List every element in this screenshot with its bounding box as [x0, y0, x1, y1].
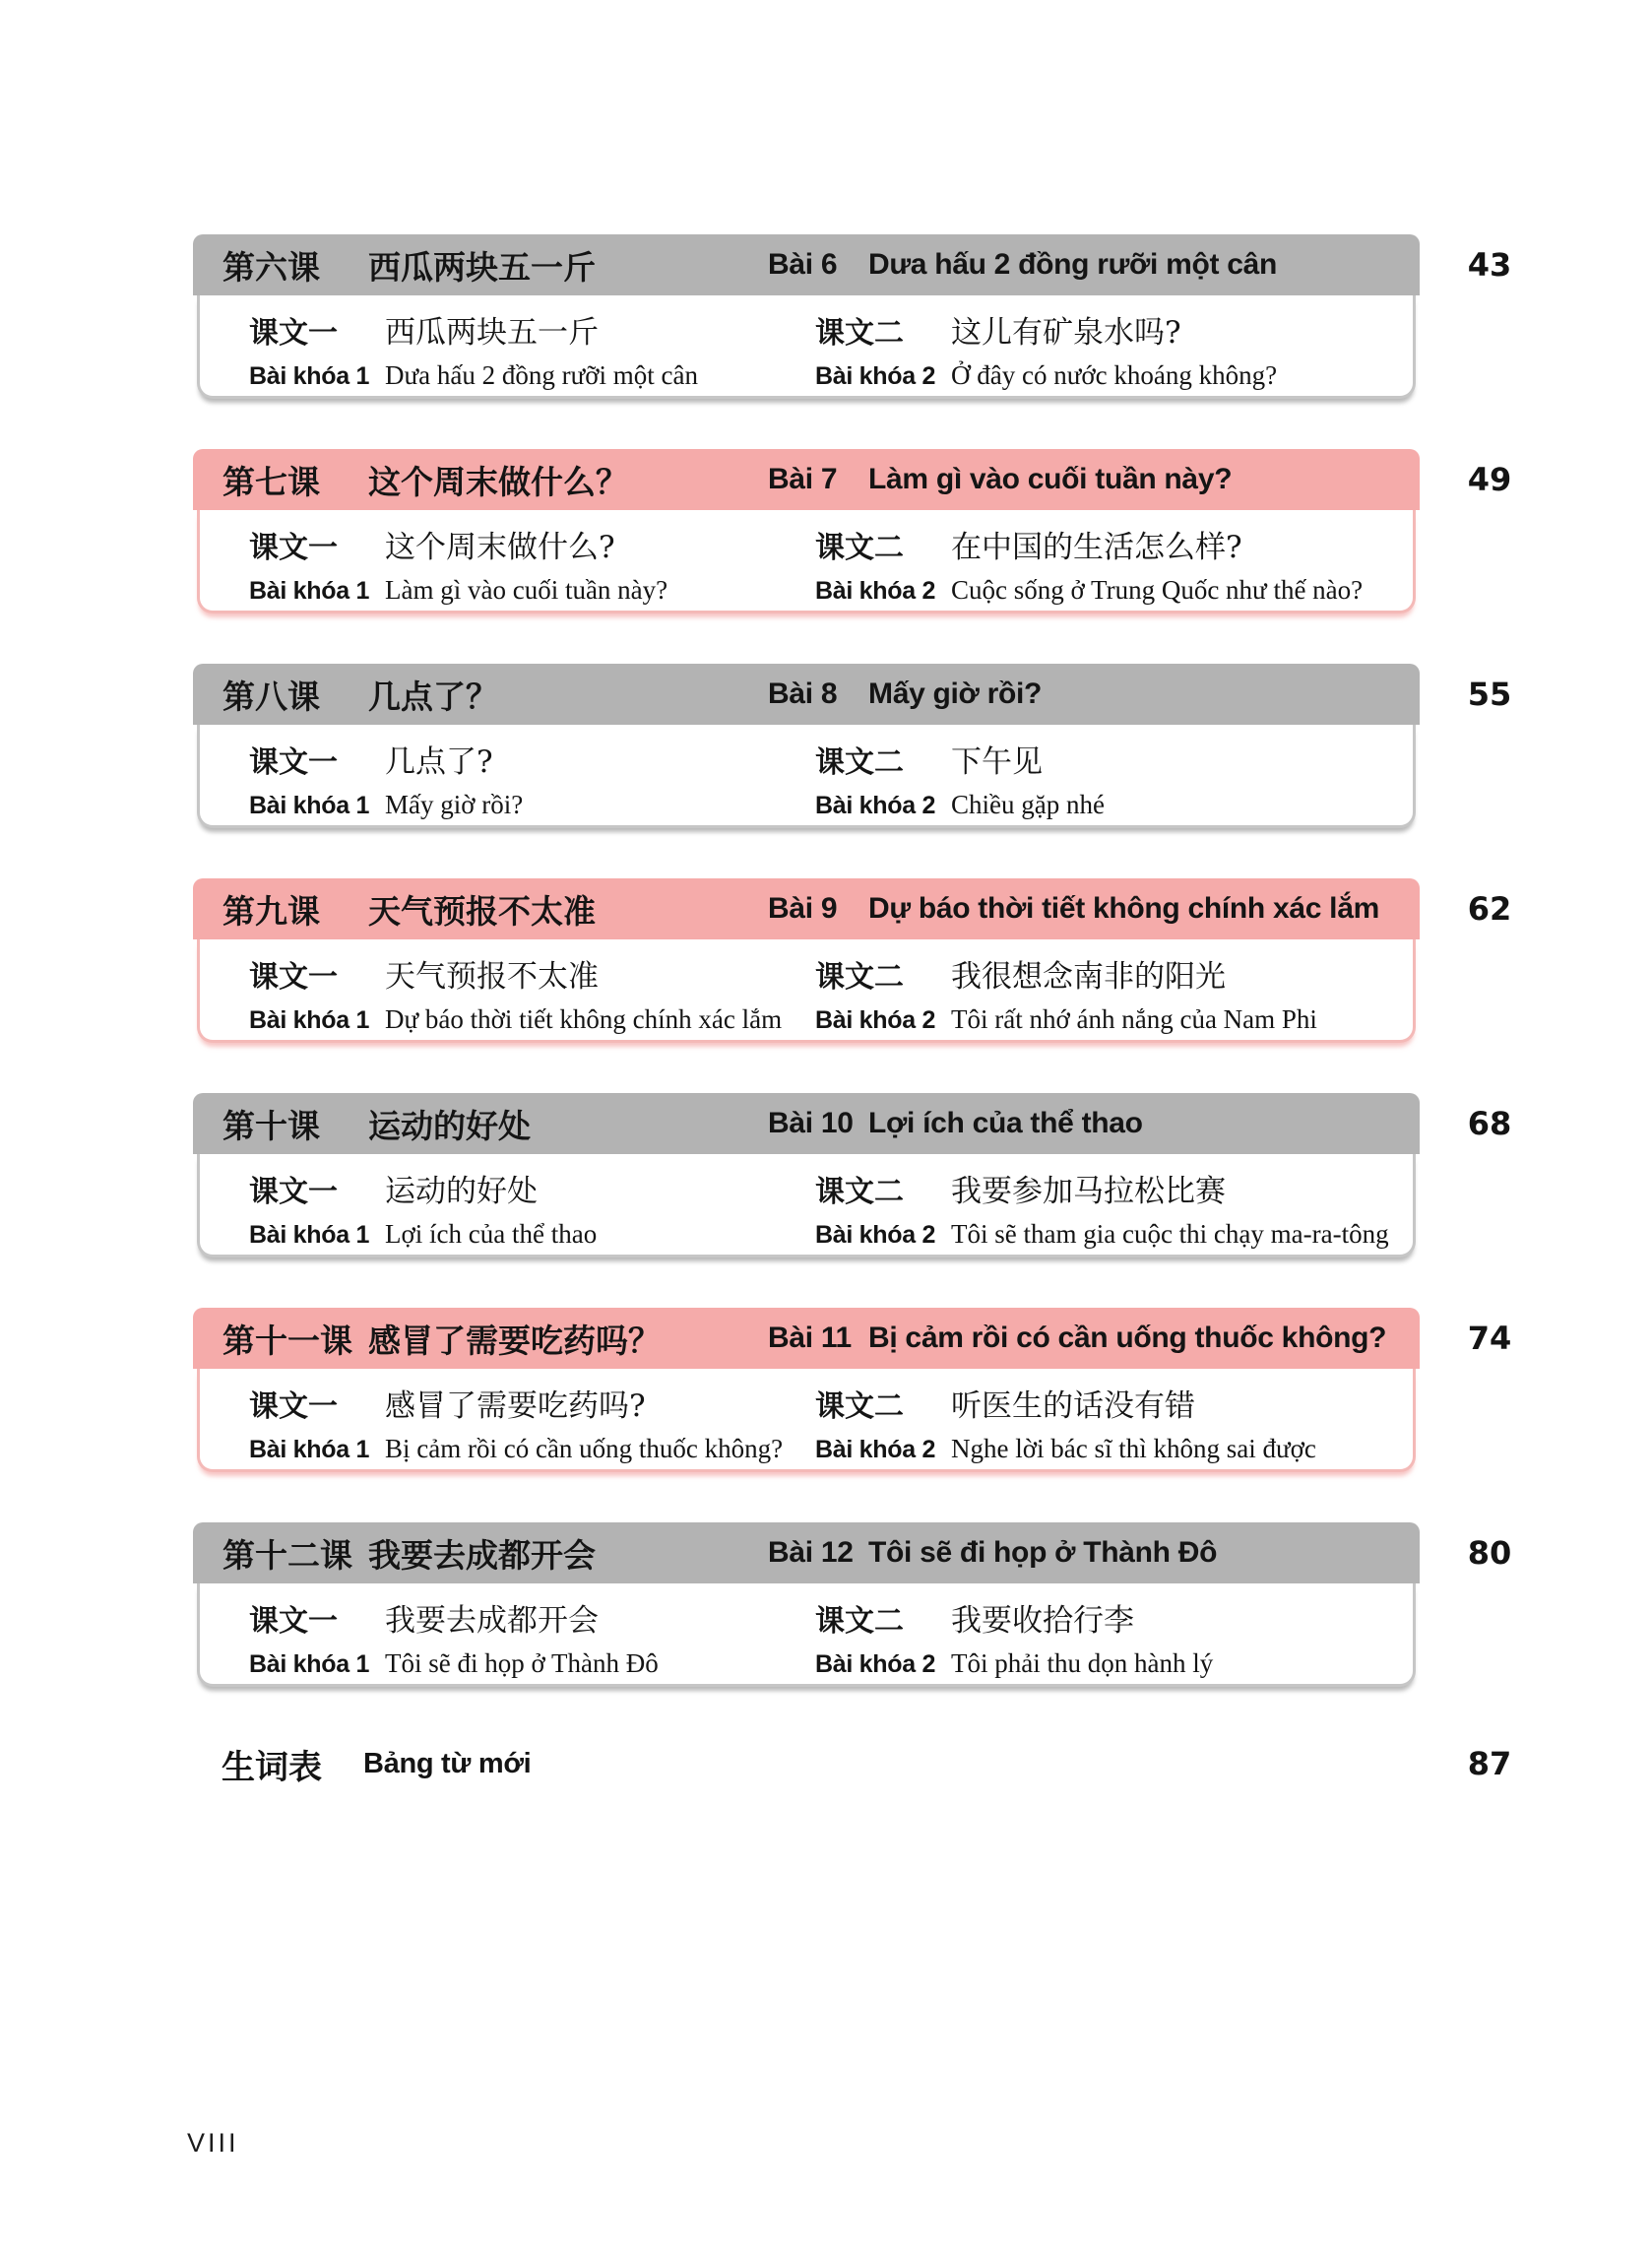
lesson-page-number: 68 — [1467, 1105, 1512, 1142]
text-2-label-zh: 课文二 — [815, 531, 904, 565]
lesson-texts-vi-row — [249, 1004, 1405, 1035]
lesson-header — [193, 1093, 1420, 1154]
text-2-title-vi: Chiều gặp nhé — [951, 790, 1105, 819]
lesson-texts-box — [197, 1154, 1416, 1257]
lesson-page-number: 43 — [1467, 246, 1512, 284]
text-1-title-vi: Mấy giờ rồi? — [385, 790, 524, 819]
text-2-title-zh: 下午见 — [951, 744, 1043, 780]
lesson-header — [193, 1522, 1420, 1583]
lesson-texts-zh-row — [249, 1166, 1405, 1210]
lesson-header — [193, 234, 1420, 295]
lesson-header-vi — [768, 1522, 1217, 1583]
lesson-number-zh: 第十课 — [222, 1106, 320, 1145]
lesson-texts-zh-row — [249, 951, 1405, 996]
lesson-title-zh: 感冒了需要吃药吗？ — [368, 1321, 661, 1360]
lesson-number-vi: Bài 11 — [768, 1322, 852, 1354]
lesson-block-10 — [193, 1093, 1512, 1257]
text-1-label-zh: 课文一 — [249, 1389, 338, 1424]
text-2-vi — [815, 790, 1405, 820]
glossary-entry — [193, 1744, 1512, 1787]
lesson-texts-box — [197, 1583, 1416, 1687]
lesson-title-vi: Lợi ích của thể thao — [868, 1107, 1143, 1139]
lesson-title-vi: Làm gì vào cuối tuần này? — [868, 463, 1233, 495]
lesson-number-vi: Bài 9 — [768, 892, 838, 925]
lesson-number-zh: 第六课 — [222, 247, 320, 287]
text-2-zh — [815, 951, 1405, 996]
glossary-title-zh: 生词表 — [222, 1747, 322, 1787]
lesson-header — [193, 878, 1420, 939]
lesson-number-vi: Bài 10 — [768, 1107, 854, 1139]
text-1-title-zh: 天气预报不太准 — [385, 959, 599, 995]
text-2-zh — [815, 1381, 1405, 1425]
glossary-page-number: 87 — [1467, 1745, 1512, 1782]
text-2-title-vi: Nghe lời bác sĩ thì không sai được — [951, 1434, 1316, 1463]
lesson-block-11 — [193, 1308, 1512, 1472]
text-2-label-vi: Bài khóa 2 — [815, 1650, 936, 1678]
text-1-zh — [249, 1595, 815, 1640]
text-1-zh — [249, 951, 815, 996]
lesson-texts-zh-row — [249, 737, 1405, 781]
lesson-texts-zh-row — [249, 307, 1405, 352]
text-1-label-zh: 课文一 — [249, 960, 338, 995]
lesson-texts-zh-row — [249, 522, 1405, 566]
lesson-page-number: 49 — [1467, 461, 1512, 498]
text-2-label-zh: 课文二 — [815, 316, 904, 351]
text-1-vi — [249, 790, 815, 820]
text-1-label-vi: Bài khóa 1 — [249, 792, 370, 819]
text-2-zh — [815, 1595, 1405, 1640]
lesson-page-number: 74 — [1467, 1320, 1512, 1357]
lesson-number-vi: Bài 6 — [768, 248, 838, 281]
text-2-label-zh: 课文二 — [815, 960, 904, 995]
lesson-texts-vi-row — [249, 1219, 1405, 1250]
text-2-zh — [815, 307, 1405, 352]
lesson-header — [193, 664, 1420, 725]
text-1-title-zh: 这个周末做什么? — [385, 530, 615, 565]
lesson-title-vi: Dưa hấu 2 đồng rưỡi một cân — [868, 248, 1278, 281]
lesson-title-zh: 这个周末做什么？ — [368, 462, 628, 501]
text-1-zh — [249, 737, 815, 781]
text-2-zh — [815, 1166, 1405, 1210]
lesson-number-zh: 第八课 — [222, 677, 320, 716]
lesson-page-number: 80 — [1467, 1534, 1512, 1572]
lesson-texts-zh-row — [249, 1595, 1405, 1640]
lesson-title-vi: Bị cảm rồi có cần uống thuốc không? — [868, 1322, 1387, 1354]
text-2-vi — [815, 1648, 1405, 1679]
text-1-title-zh: 几点了? — [385, 744, 493, 780]
text-1-vi — [249, 575, 815, 606]
lesson-number-vi: Bài 8 — [768, 677, 838, 710]
lesson-block-7 — [193, 449, 1512, 613]
text-2-vi — [815, 360, 1405, 391]
text-2-label-vi: Bài khóa 2 — [815, 1006, 936, 1034]
text-2-zh — [815, 737, 1405, 781]
lesson-title-zh: 天气预报不太准 — [368, 891, 596, 931]
text-2-label-vi: Bài khóa 2 — [815, 1221, 936, 1249]
text-2-label-vi: Bài khóa 2 — [815, 362, 936, 390]
lesson-header — [193, 1308, 1420, 1369]
lesson-number-zh: 第十二课 — [222, 1535, 352, 1575]
lesson-header-vi — [768, 1093, 1143, 1154]
text-2-vi — [815, 575, 1405, 606]
lesson-header-vi — [768, 664, 1042, 725]
text-2-title-vi: Cuộc sống ở Trung Quốc như thế nào? — [951, 575, 1364, 605]
lesson-title-zh: 运动的好处 — [368, 1106, 531, 1145]
text-1-vi — [249, 1004, 815, 1035]
lesson-number-vi: Bài 7 — [768, 463, 838, 495]
text-2-label-vi: Bài khóa 2 — [815, 1436, 936, 1463]
text-1-label-vi: Bài khóa 1 — [249, 362, 370, 390]
text-2-title-zh: 在中国的生活怎么样? — [951, 530, 1242, 565]
lesson-header-vi — [768, 1308, 1386, 1369]
lesson-number-zh: 第九课 — [222, 891, 320, 931]
text-2-vi — [815, 1219, 1405, 1250]
text-2-label-zh: 课文二 — [815, 1389, 904, 1424]
lesson-header-vi — [768, 449, 1232, 510]
text-2-title-zh: 我很想念南非的阳光 — [951, 959, 1226, 995]
lesson-header-vi — [768, 878, 1379, 939]
text-1-label-zh: 课文一 — [249, 1604, 338, 1639]
lesson-title-vi: Mấy giờ rồi? — [868, 677, 1043, 710]
lesson-block-8 — [193, 664, 1512, 828]
text-1-label-vi: Bài khóa 1 — [249, 577, 370, 605]
text-2-label-zh: 课文二 — [815, 1604, 904, 1639]
lesson-texts-box — [197, 725, 1416, 828]
text-1-zh — [249, 522, 815, 566]
lesson-texts-box — [197, 1369, 1416, 1472]
lesson-number-zh: 第十一课 — [222, 1321, 352, 1360]
lesson-texts-vi-row — [249, 575, 1405, 606]
text-1-label-vi: Bài khóa 1 — [249, 1436, 370, 1463]
text-2-label-zh: 课文二 — [815, 745, 904, 780]
text-1-title-vi: Bị cảm rồi có cần uống thuốc không? — [385, 1434, 784, 1463]
text-1-title-zh: 我要去成都开会 — [385, 1603, 599, 1639]
lesson-title-zh: 西瓜两块五一斤 — [368, 247, 596, 287]
text-1-label-vi: Bài khóa 1 — [249, 1221, 370, 1249]
lesson-header-vi — [768, 234, 1277, 295]
lesson-title-zh: 我要去成都开会 — [368, 1535, 596, 1575]
lesson-page-number: 55 — [1467, 676, 1512, 713]
lesson-texts-zh-row — [249, 1381, 1405, 1425]
text-2-vi — [815, 1434, 1405, 1464]
text-2-title-vi: Tôi phải thu dọn hành lý — [951, 1648, 1214, 1678]
text-1-title-zh: 运动的好处 — [385, 1174, 538, 1209]
lesson-texts-box — [197, 295, 1416, 399]
lesson-number-vi: Bài 12 — [768, 1536, 854, 1569]
text-2-zh — [815, 522, 1405, 566]
lesson-texts-vi-row — [249, 790, 1405, 820]
lesson-block-6 — [193, 234, 1512, 399]
text-2-label-vi: Bài khóa 2 — [815, 792, 936, 819]
text-1-title-vi: Dự báo thời tiết không chính xác lắm — [385, 1004, 783, 1034]
text-1-label-zh: 课文一 — [249, 1175, 338, 1209]
table-of-contents — [193, 234, 1512, 1787]
text-2-label-vi: Bài khóa 2 — [815, 577, 936, 605]
lesson-texts-vi-row — [249, 360, 1405, 391]
lesson-title-vi: Tôi sẽ đi họp ở Thành Đô — [868, 1536, 1218, 1569]
text-1-title-vi: Lợi ích của thể thao — [385, 1219, 598, 1249]
text-1-label-zh: 课文一 — [249, 745, 338, 780]
text-1-title-vi: Dưa hấu 2 đồng rưỡi một cân — [385, 360, 698, 390]
text-2-title-vi: Tôi rất nhớ ánh nắng của Nam Phi — [951, 1004, 1317, 1034]
lesson-header — [193, 449, 1420, 510]
text-2-title-zh: 我要参加马拉松比赛 — [951, 1174, 1226, 1209]
text-1-zh — [249, 1381, 815, 1425]
lesson-texts-box — [197, 939, 1416, 1043]
text-1-zh — [249, 1166, 815, 1210]
text-2-title-vi: Ở đây có nước khoáng không? — [951, 360, 1278, 390]
lesson-page-number: 62 — [1467, 890, 1512, 928]
lesson-texts-box — [197, 510, 1416, 613]
lesson-block-9 — [193, 878, 1512, 1043]
text-1-zh — [249, 307, 815, 352]
lesson-texts-vi-row — [249, 1434, 1405, 1464]
text-1-title-vi: Tôi sẽ đi họp ở Thành Đô — [385, 1648, 659, 1678]
lesson-block-12 — [193, 1522, 1512, 1687]
text-1-title-vi: Làm gì vào cuối tuần này? — [385, 575, 668, 605]
text-1-title-zh: 西瓜两块五一斤 — [385, 315, 599, 351]
lesson-texts-vi-row — [249, 1648, 1405, 1679]
text-1-vi — [249, 1219, 815, 1250]
glossary-title-vi: Bảng từ mới — [363, 1747, 532, 1779]
text-2-title-zh: 听医生的话没有错 — [951, 1388, 1195, 1424]
text-2-vi — [815, 1004, 1405, 1035]
text-2-title-zh: 我要收拾行李 — [951, 1603, 1134, 1639]
text-1-label-zh: 课文一 — [249, 531, 338, 565]
text-2-title-zh: 这儿有矿泉水吗? — [951, 315, 1181, 351]
text-1-label-vi: Bài khóa 1 — [249, 1650, 370, 1678]
lesson-title-vi: Dự báo thời tiết không chính xác lắm — [868, 892, 1379, 925]
lesson-number-zh: 第七课 — [222, 462, 320, 501]
text-1-label-vi: Bài khóa 1 — [249, 1006, 370, 1034]
text-1-title-zh: 感冒了需要吃药吗? — [385, 1388, 646, 1424]
text-1-vi — [249, 1434, 815, 1464]
lesson-title-zh: 几点了？ — [368, 677, 498, 716]
text-1-label-zh: 课文一 — [249, 316, 338, 351]
text-1-vi — [249, 1648, 815, 1679]
text-1-vi — [249, 360, 815, 391]
text-2-label-zh: 课文二 — [815, 1175, 904, 1209]
folio-page-label: VIII — [187, 2128, 239, 2158]
text-2-title-vi: Tôi sẽ tham gia cuộc thi chạy ma-ra-tông — [951, 1219, 1389, 1249]
